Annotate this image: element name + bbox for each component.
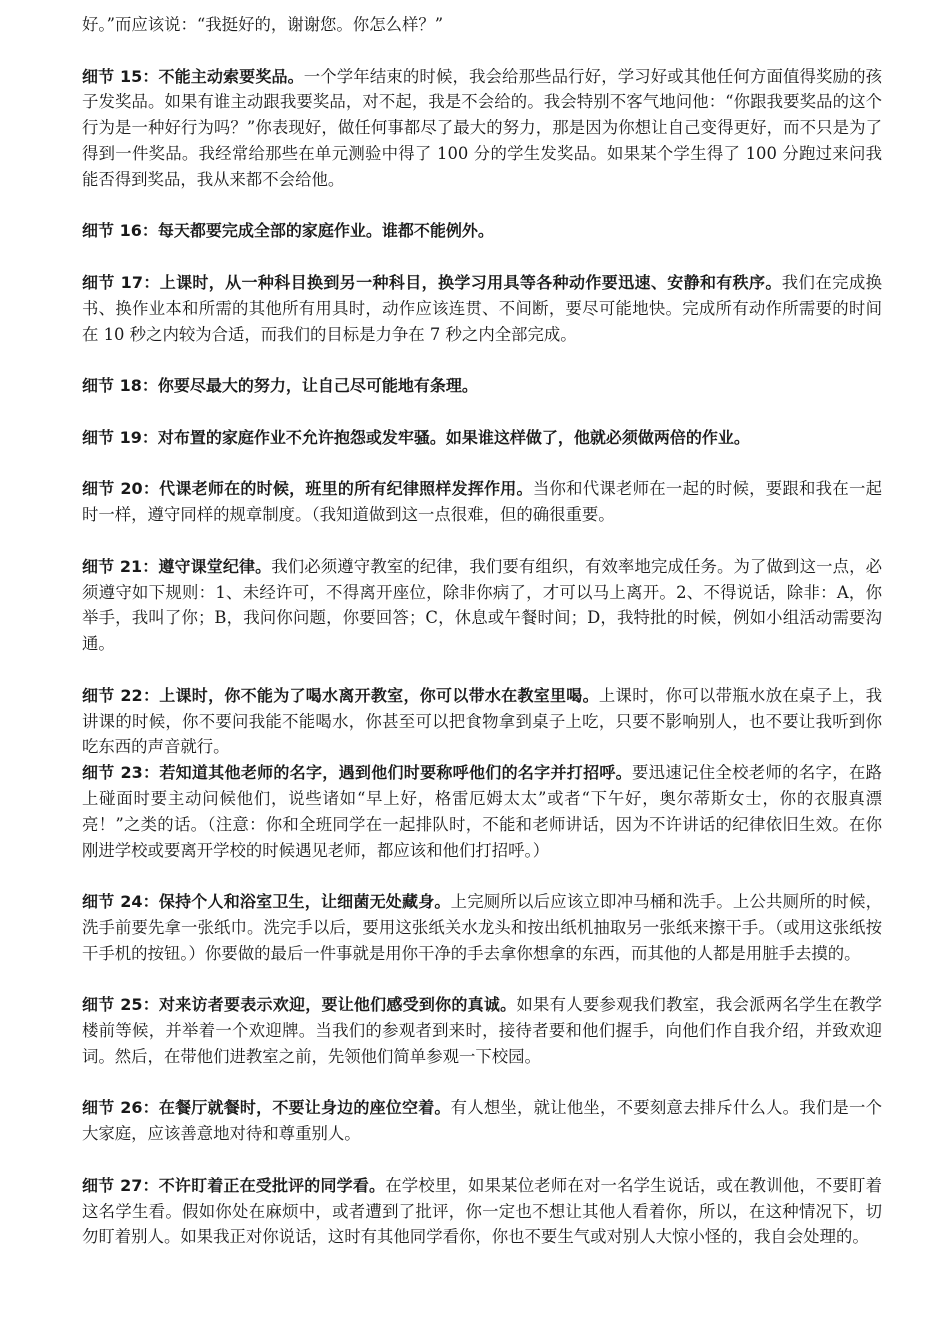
section-heading: 细节 25：对来访者要表示欢迎，要让他们感受到你的真诚。 (82, 995, 517, 1015)
section-18 (82, 373, 882, 399)
section-body: 有人想坐，就让他坐，不要刻意去排斥什么人。我们是一个大家庭，应该善意地对待和尊重别人。 (82, 1098, 883, 1144)
section-body: 当你和代课老师在一起的时候，要跟和我在一起时一样，遵守同样的规章制度。（我知道做到这一点很难，但的确很重要。 (82, 479, 882, 525)
section-20 (82, 476, 882, 528)
section-heading: 细节 27：不许盯着正在受批评的同学看。 (82, 1175, 386, 1195)
section-16 (82, 218, 882, 244)
section-heading: 细节 15：不能主动索要奖品。 (82, 66, 304, 86)
section-15 (82, 64, 882, 193)
section-heading: 细节 18：你要尽最大的努力，让自己尽可能地有条理。 (82, 376, 478, 396)
document-page (82, 12, 882, 1250)
section-body: 上完厕所以后应该立即冲马桶和洗手。上公共厕所的时候，洗手前要先拿一张纸巾。洗完手以后，要用这张纸关水龙头和按出纸机抽取另一张纸来擦干手。（或用这张纸按干手机的按钮。）你要做的最后一件事就是用你干净的手去拿你想拿的东西，而其他的人都是用脏手去摸的。 (82, 892, 883, 963)
section-heading: 细节 17：上课时，从一种科目换到另一种科目，换学习用具等各种动作要迅速、安静和有秩序。 (82, 272, 782, 292)
section-heading: 细节 22：上课时，你不能为了喝水离开教室，你可以带水在教室里喝。 (82, 685, 599, 705)
section-body: 如果有人要参观我们教室，我会派两名学生在教学楼前等候，并举着一个欢迎牌。当我们的参观者到来时，接待者要和他们握手，向他们作自我介绍，并致欢迎词。然后，在带他们进教室之前，先领他们简单参观一下校园。 (82, 995, 882, 1066)
section-body: 要迅速记住全校老师的名字，在路上碰面时要主动问候他们，说些诸如“早上好，格雷厄姆太太”或者“下午好，奥尔蒂斯女士，你的衣服真漂亮！”之类的话。（注意：你和全班同学在一起排队时，不能和老师讲话，因为不许讲话的纪律依旧生效。在你刚进学校或要离开学校的时候遇见老师，都应该和他们打招呼。） (82, 763, 882, 860)
section-body: 在学校里，如果某位老师在对一名学生说话，或在教训他，不要盯着这名学生看。假如你处在麻烦中，或者遭到了批评，你一定也不想让其他人看着你，所以，在这种情况下，切勿盯着别人。如果我正对你说话，这时有其他同学看你，你也不要生气或对别人大惊小怪的，我自会处理的。 (82, 1175, 883, 1247)
section-heading: 细节 26：在餐厅就餐时，不要让身边的座位空着。 (82, 1098, 451, 1118)
section-heading: 细节 21：遵守课堂纪律。 (82, 556, 272, 576)
section-26 (82, 1095, 882, 1147)
section-heading: 细节 16：每天都要完成全部的家庭作业。谁都不能例外。 (82, 221, 494, 241)
section-body: 我们在完成换书、换作业本和所需的其他所有用具时，动作应该连贯、不间断，要尽可能地快。完成所有动作所需要的时间在 10 秒之内较为合适，而我们的目标是力争在 7 秒之内全部完成。 (82, 272, 882, 344)
section-22 (82, 683, 882, 760)
section-heading: 细节 19：对布置的家庭作业不允许抱怨或发牢骚。如果谁这样做了，他就必须做两倍的作业。 (82, 427, 750, 447)
section-23 (82, 760, 882, 863)
section-25 (82, 992, 882, 1069)
section-body: 我们必须遵守教室的纪律，我们要有组织，有效率地完成任务。为了做到这一点，必须遵守如下规则：1、未经许可，不得离开座位，除非你病了，才可以马上离开。2、不得说话，除非：A，你举手，我叫了你；B，我问你问题，你要回答；C，休息或午餐时间；D，我特批的时候，例如小组活动需要沟通。 (82, 556, 882, 654)
section-heading: 细节 23：若知道其他老师的名字，遇到他们时要称呼他们的名字并打招呼。 (82, 763, 632, 783)
section-17 (82, 270, 882, 347)
section-body: 上课时，你可以带瓶水放在桌子上，我讲课的时候，你不要问我能不能喝水，你甚至可以把食物拿到桌子上吃，只要不影响别人，也不要让我听到你吃东西的声音就行。 (82, 685, 883, 757)
section-19 (82, 425, 882, 451)
section-21 (82, 554, 882, 657)
section-24 (82, 889, 882, 966)
section-heading: 细节 24：保持个人和浴室卫生，让细菌无处藏身。 (82, 892, 451, 912)
section-heading: 细节 20：代课老师在的时候，班里的所有纪律照样发挥作用。 (82, 479, 533, 499)
intro-line: 好。”而应该说：“我挺好的，谢谢您。你怎么样？” (82, 15, 444, 34)
section-body: 一个学年结束的时候，我会给那些品行好，学习好或其他任何方面值得奖励的孩子发奖品。如果有谁主动跟我要奖品，对不起，我是不会给的。我会特别不客气地问他：“你跟我要奖品的这个行为是一种好行为吗？”你表现好，做任何事都尽了最大的努力，那是因为你想让自己变得更好，而不只是为了得到一件奖品。我经常给那些在单元测验中得了 100 分的学生发奖品。如果某个学生得了 100 分跑过来问我能否得到奖品，我从来都不会给他。 (82, 66, 882, 189)
section-27 (82, 1173, 882, 1250)
